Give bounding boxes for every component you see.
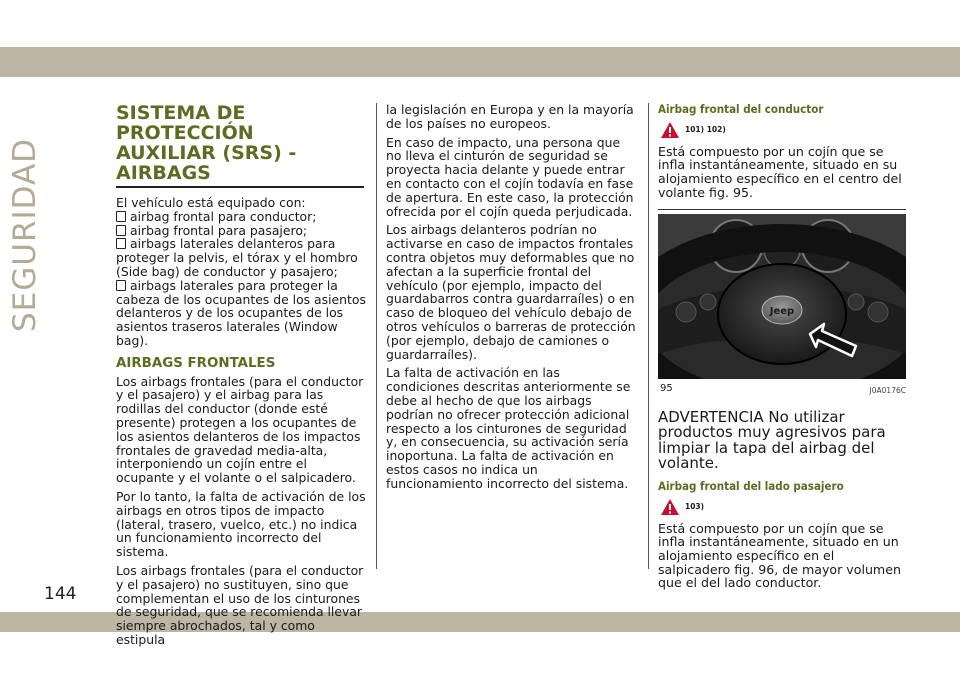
top-band — [0, 47, 960, 77]
figure-top-rule — [658, 209, 906, 210]
figure-95 — [658, 209, 906, 398]
list-item-text: airbags laterales para proteger la cabeza de los ocupantes de los asientos delanteros y de los ocupantes de los asientos traseros laterales (Window bag). — [116, 277, 366, 348]
section-side-title: SEGURIDAD — [7, 137, 43, 333]
column-3 — [658, 103, 908, 595]
warning-ref-numbers: 101) 102) — [685, 124, 726, 134]
checkbox-bullet-icon — [116, 211, 126, 222]
list-item — [116, 279, 366, 348]
figure-caption — [660, 382, 906, 398]
warning-triangle-icon — [660, 498, 680, 516]
list-item-text: airbag frontal para pasajero; — [130, 222, 308, 238]
checkbox-bullet-icon — [116, 238, 126, 249]
column-1 — [116, 103, 366, 652]
steering-wheel-photo — [658, 214, 906, 379]
checkbox-bullet-icon — [116, 225, 126, 236]
paragraph: Está compuesto por un cojín que se infla instantáneamente, situado en su alojamiento específico en el centro del volante fig. 95. — [658, 143, 902, 200]
list-item-text: airbag frontal para conductor; — [130, 208, 317, 224]
main-title-line-2: AUXILIAR (SRS) - AIRBAGS — [116, 142, 297, 184]
paragraph: Está compuesto por un cojín que se infla instantáneamente, situado en un alojamiento específico en el salpicadero fig. 96, de mayor volumen que el del lado conductor. — [658, 520, 901, 591]
column-divider-1 — [376, 103, 377, 569]
warning-ref-numbers: 103) — [685, 501, 705, 511]
heading-passenger-airbag: Airbag frontal del lado pasajero — [658, 478, 844, 493]
list-item — [116, 224, 366, 238]
paragraph: La falta de activación en las condiciones descritas anteriormente se debe al hecho de que los airbags podrían no ofrecer protección adicional respecto a los cinturones de seguridad y, en consecuencia, su activación sería inoportuna. La falta de activación en estos casos no indica un funcionamiento incorrecto del sistema. — [386, 365, 631, 491]
paragraph: Los airbags frontales (para el conductor y el pasajero) no sustituyen, sino que complementan el uso de los cinturones de seguridad, que se recomienda llevar siempre abrochados, tal y como estipula — [116, 562, 364, 647]
paragraph: la legislación en Europa y en la mayoría de los países no europeos. — [386, 102, 634, 131]
subtitle-airbags-frontales: AIRBAGS FRONTALES — [116, 355, 276, 371]
paragraph: En caso de impacto, una persona que no lleva el cinturón de seguridad se proyecta hacia delante y puede entrar en contacto con el cojín todavía en fase de apertura. En este caso, la protección ofrecida por el cojín queda perjudicada. — [386, 134, 634, 219]
paragraph: Por lo tanto, la falta de activación de los airbags en otros tipos de impacto (lateral, trasero, vuelco, etc.) no indica un funcionamiento incorrecto del sistema. — [116, 488, 366, 560]
paragraph: Los airbags frontales (para el conductor y el pasajero) y el airbag para las rodillas del conductor (donde esté presente) protegen a los ocupantes de los asientos delanteros de los impactos frontales de gravedad media-alta, interponiendo un cojín entre el ocupante y el volante o el salpicadero. — [116, 373, 364, 486]
intro-text: El vehículo está equipado con: — [116, 195, 306, 210]
figure-number: 95 — [660, 383, 673, 395]
list-item — [116, 210, 366, 224]
heading-driver-airbag: Airbag frontal del conductor — [658, 102, 824, 116]
warning-reference — [660, 121, 908, 139]
main-title — [116, 103, 366, 183]
equipment-list — [116, 210, 366, 348]
warning-triangle-icon — [660, 121, 680, 139]
advertencia-note: ADVERTENCIA No utilizar productos muy agresivos para limpiar la tapa del airbag del volante. — [658, 407, 886, 473]
jeep-logo: Jeep — [769, 306, 795, 318]
title-underline — [116, 186, 364, 188]
main-title-line-1: SISTEMA DE PROTECCIÓN — [116, 102, 254, 144]
column-divider-2 — [648, 103, 649, 569]
column-2 — [386, 103, 636, 496]
page-number: 144 — [44, 584, 77, 604]
paragraph: Los airbags delanteros podrían no activarse en caso de impactos frontales contra objetos muy deformables que no afectan a la superficie frontal del vehículo (por ejemplo, impacto del guardabarros contra guardarraíles) o en caso de bloqueo del vehículo debajo de otros vehículos o barreras de protección (por ejemplo, debajo de camiones o guardarraíles). — [386, 222, 636, 362]
checkbox-bullet-icon — [116, 280, 126, 291]
figure-code: J0A0176C — [869, 386, 906, 396]
list-item-text: airbags laterales delanteros para proteger la pelvis, el tórax y el hombro (Side bag) de conductor y pasajero; — [116, 236, 358, 279]
list-item — [116, 237, 366, 278]
warning-reference — [660, 498, 908, 516]
